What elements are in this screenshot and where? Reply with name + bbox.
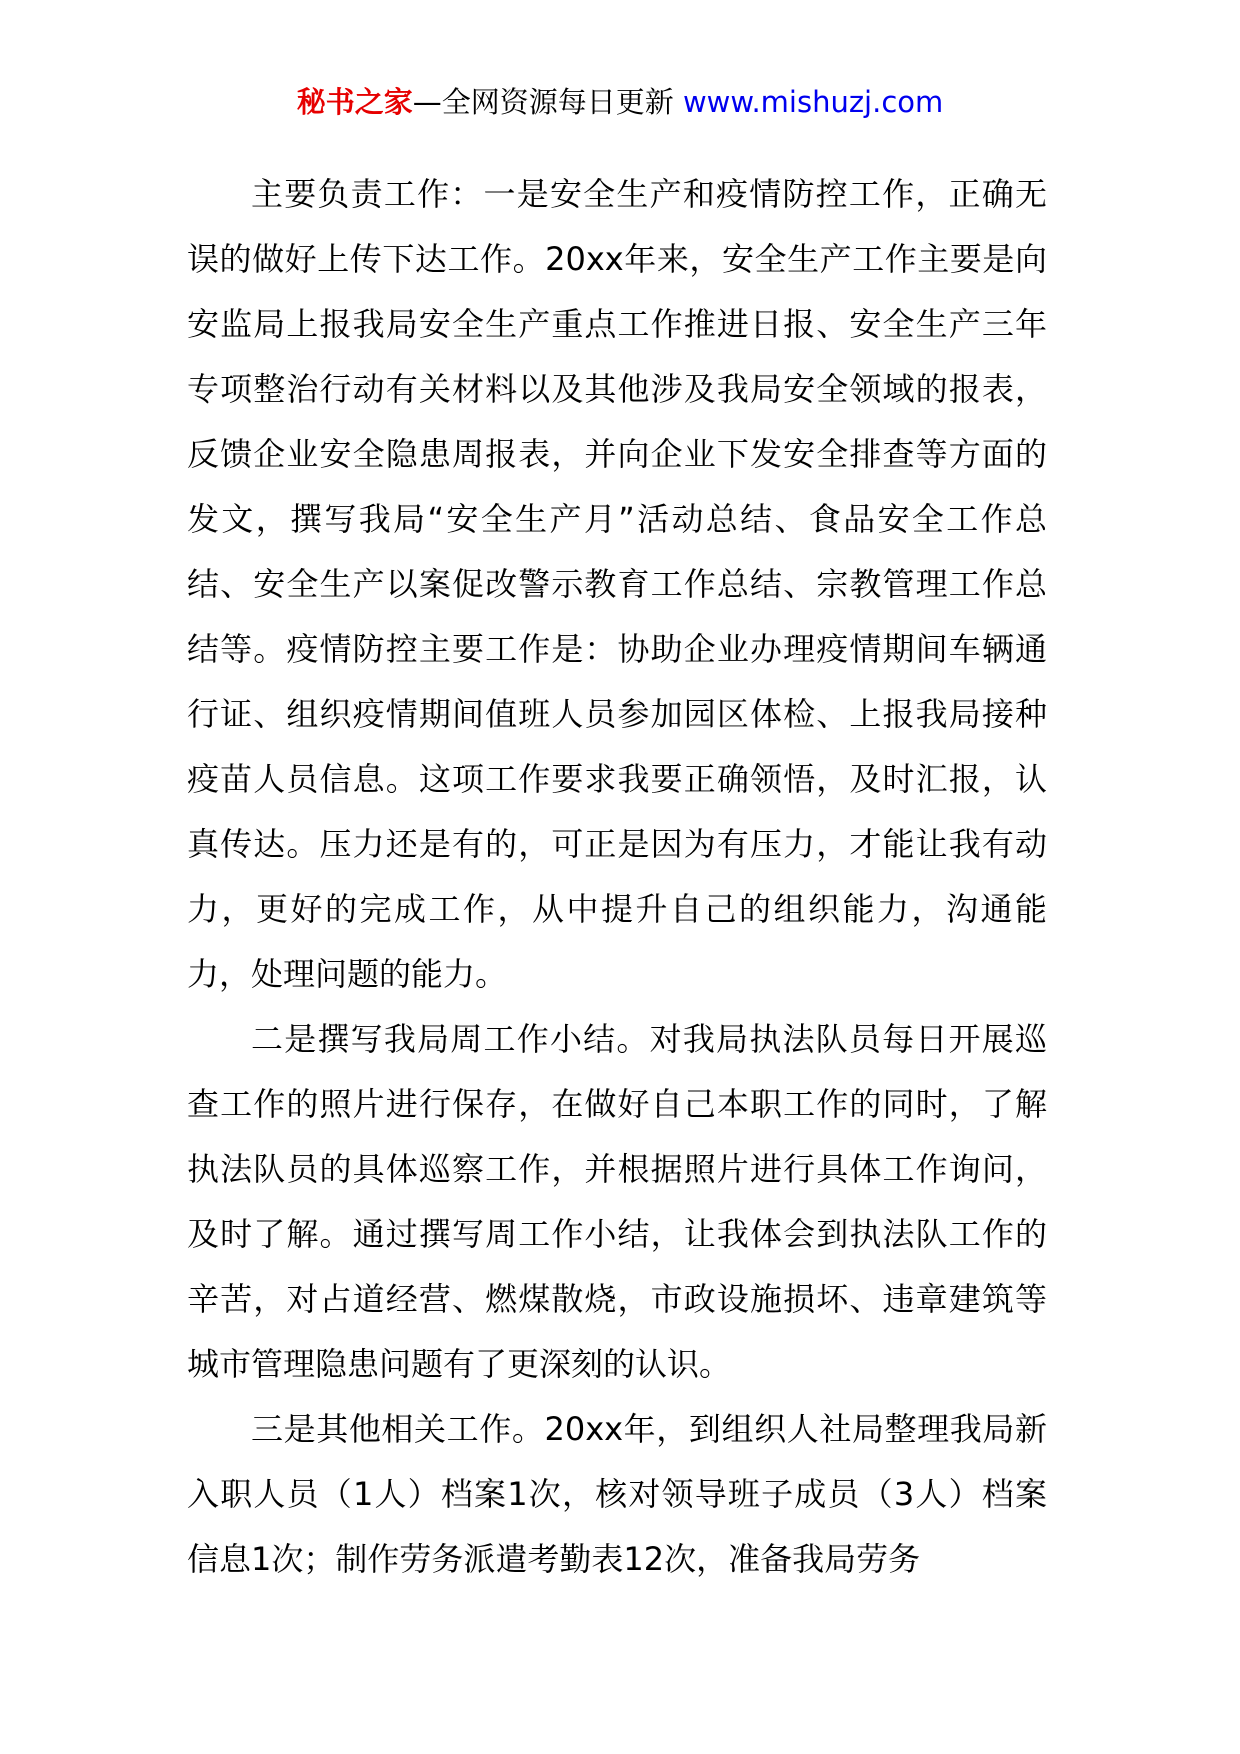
site-url-link[interactable]: www.mishuzj.com: [682, 85, 944, 119]
paragraph-3: 三是其他相关工作。20xx年，到组织人社局整理我局新入职人员（1人）档案1次，核对领导班子成员（3人）档案信息1次；制作劳务派遣考勤表12次，准备我局劳务: [187, 1410, 1047, 1578]
header-tagline: —全网资源每日更新: [412, 85, 674, 119]
paragraph-1: 主要负责工作：一是安全生产和疫情防控工作，正确无误的做好上传下达工作。20xx年来，安全生产工作主要是向安监局上报我局安全生产重点工作推进日报、安全生产三年专项整治行动有关材料以及其他涉及我局安全领域的报表，反馈企业安全隐患周报表，并向企业下发安全排查等方面的发文，撰写我局“安全生产月”活动总结、食品安全工作总结、安全生产以案促改警示教育工作总结、宗教管理工作总结等。疫情防控主要工作是：协助企业办理疫情期间车辆通行证、组织疫情期间值班人员参加园区体检、上报我局接种疫苗人员信息。这项工作要求我要正确领悟，及时汇报，认真传达。压力还是有的，可正是因为有压力，才能让我有动力，更好的完成工作，从中提升自己的组织能力，沟通能力，处理问题的能力。: [187, 175, 1047, 993]
page-header: [0, 82, 1240, 122]
document-body: [187, 162, 1047, 1592]
brand-name: 秘书之家: [296, 85, 413, 119]
paragraph-2: 二是撰写我局周工作小结。对我局执法队员每日开展巡查工作的照片进行保存，在做好自己本职工作的同时，了解执法队员的具体巡察工作，并根据照片进行具体工作询问，及时了解。通过撰写周工作小结，让我体会到执法队工作的辛苦，对占道经营、燃煤散烧，市政设施损坏、违章建筑等城市管理隐患问题有了更深刻的认识。: [187, 1020, 1047, 1383]
